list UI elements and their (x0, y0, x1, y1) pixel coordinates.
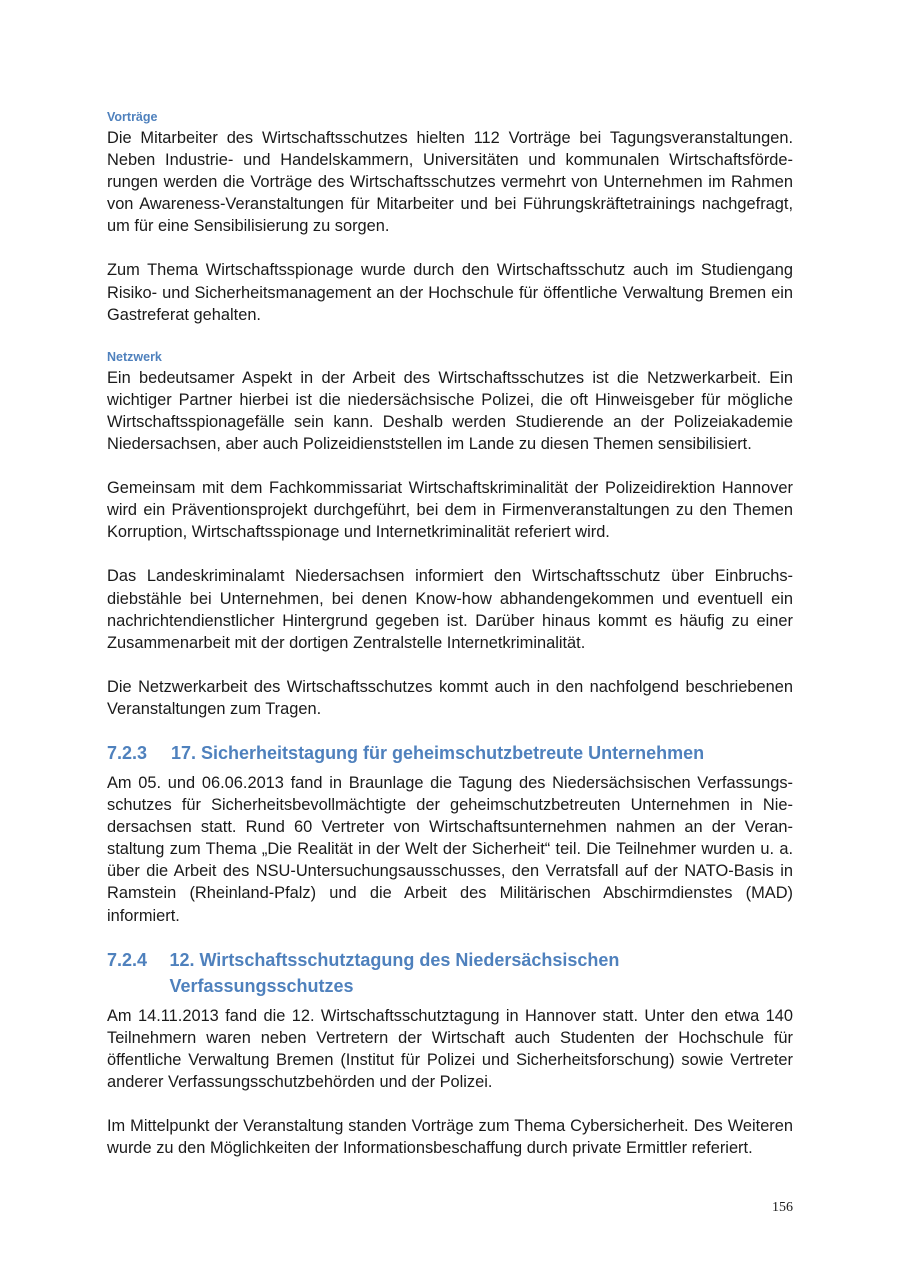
section-heading-7-2-4 (107, 947, 793, 999)
section-number: 7.2.3 (107, 742, 148, 763)
subheading-netzwerk: Netzwerk (107, 349, 162, 364)
paragraph: Gemeinsam mit dem Fachkommissariat Wirtschaftskriminalität der Polizeidirektion Hannover wird ein Präventionsprojekt durchgeführt, bei dem in Firmenveranstaltungen zu den Themen Korruption, Wirtschaftsspionage und Internetkriminalität referiert wird. (107, 479, 793, 542)
paragraph: Im Mittelpunkt der Veranstaltung standen Vorträge zum Thema Cybersicherheit. Des Weiteren wurde zu den Möglichkeiten der Informationsbeschaffung durch private Ermittler referiert. (107, 1117, 793, 1158)
paragraph: Ein bedeutsamer Aspekt in der Arbeit des Wirtschaftsschutzes ist die Netzwerkarbeit. Ein wichtiger Partner hierbei ist die niedersächsische Polizei, die oft Hinweisgeber für mögliche Wirtschaftsspionagefälle sein kann. Deshalb werden Studierende an der Polizeiakademie Niedersachsen, aber auch Polizeidienststellen im Lande zu diesen Themen sensibilisiert. (107, 368, 793, 454)
section-title: 17. Sicherheitstagung für geheimschutzbetreute Unternehmen (171, 742, 705, 763)
section-title: 12. Wirtschaftsschutztagung des Niedersächsischen Verfassungsschutzes (169, 949, 620, 996)
paragraph: Am 14.11.2013 fand die 12. Wirtschaftsschutztagung in Hannover statt. Unter den etwa 140 Teilnehmern waren neben Vertretern der Wirtschaft auch Studenten der Hochschule für öffentliche Verwaltung Bremen (Institut für Polizei und Sicherheitsforschung) sowie Vertreter anderer Verfassungsschutzbehörden und der Polizei. (107, 1006, 793, 1091)
page-number: 156 (772, 1200, 793, 1215)
paragraph: Zum Thema Wirtschaftsspionage wurde durch den Wirtschaftsschutz auch im Studiengang Risiko- und Sicherheitsmanagement an der Hochschule für öffentliche Verwaltung Bremen ein Gastreferat gehalten. (107, 261, 793, 324)
paragraph: Die Mitarbeiter des Wirtschaftsschutzes hielten 112 Vorträge bei Tagungsveranstaltungen. Neben Industrie- und Handelskammern, Universitäten und kommunalen Wirtschaftsförderungen werden die Vorträge des Wirtschaftsschutzes vermehrt von Unternehmen im Rahmen von Awareness-Veranstaltungen für Mitarbeiter und bei Führungskräftetrainings nachgefragt, um für eine Sensibilisierung zu sorgen. (107, 129, 793, 236)
subheading-vortraege: Vorträge (107, 110, 158, 124)
paragraph: Das Landeskriminalamt Niedersachsen informiert den Wirtschaftsschutz über Einbruchsdiebstähle bei Unternehmen, bei denen Know-how abhandengekommen und eventuell ein nachrichtendienstlicher Hintergrund gegeben ist. Darüber hinaus kommt es häufig zu einer Zusammenarbeit mit der dortigen Zentralstelle Internetkriminalität. (107, 567, 793, 652)
paragraph: Die Netzwerkarbeit des Wirtschaftsschutzes kommt auch in den nachfolgend beschriebenen Veranstaltungen zum Tragen. (107, 677, 793, 718)
paragraph: Am 05. und 06.06.2013 fand in Braunlage die Tagung des Niedersächsischen Verfassungsschutzes für Sicherheitsbevollmächtigte der geheimschutzbetreuten Unternehmen in Niedersachsen statt. Rund 60 Vertreter von Wirtschaftsunternehmen nahmen an der Veranstaltung zum Thema „Die Realität in der Welt der Sicherheit“ teil. Die Teilnehmer wurden u. a. über die Arbeit des NSU-Untersuchungsausschusses, den Verratsfall auf der NATO-Basis in Ramstein (Rheinland-Pfalz) und die Arbeit des Militärischen Abschirmdienstes (MAD) informiert. (107, 773, 793, 925)
section-heading-7-2-3 (107, 740, 793, 766)
document-page (107, 108, 793, 1181)
section-number: 7.2.4 (107, 949, 148, 970)
